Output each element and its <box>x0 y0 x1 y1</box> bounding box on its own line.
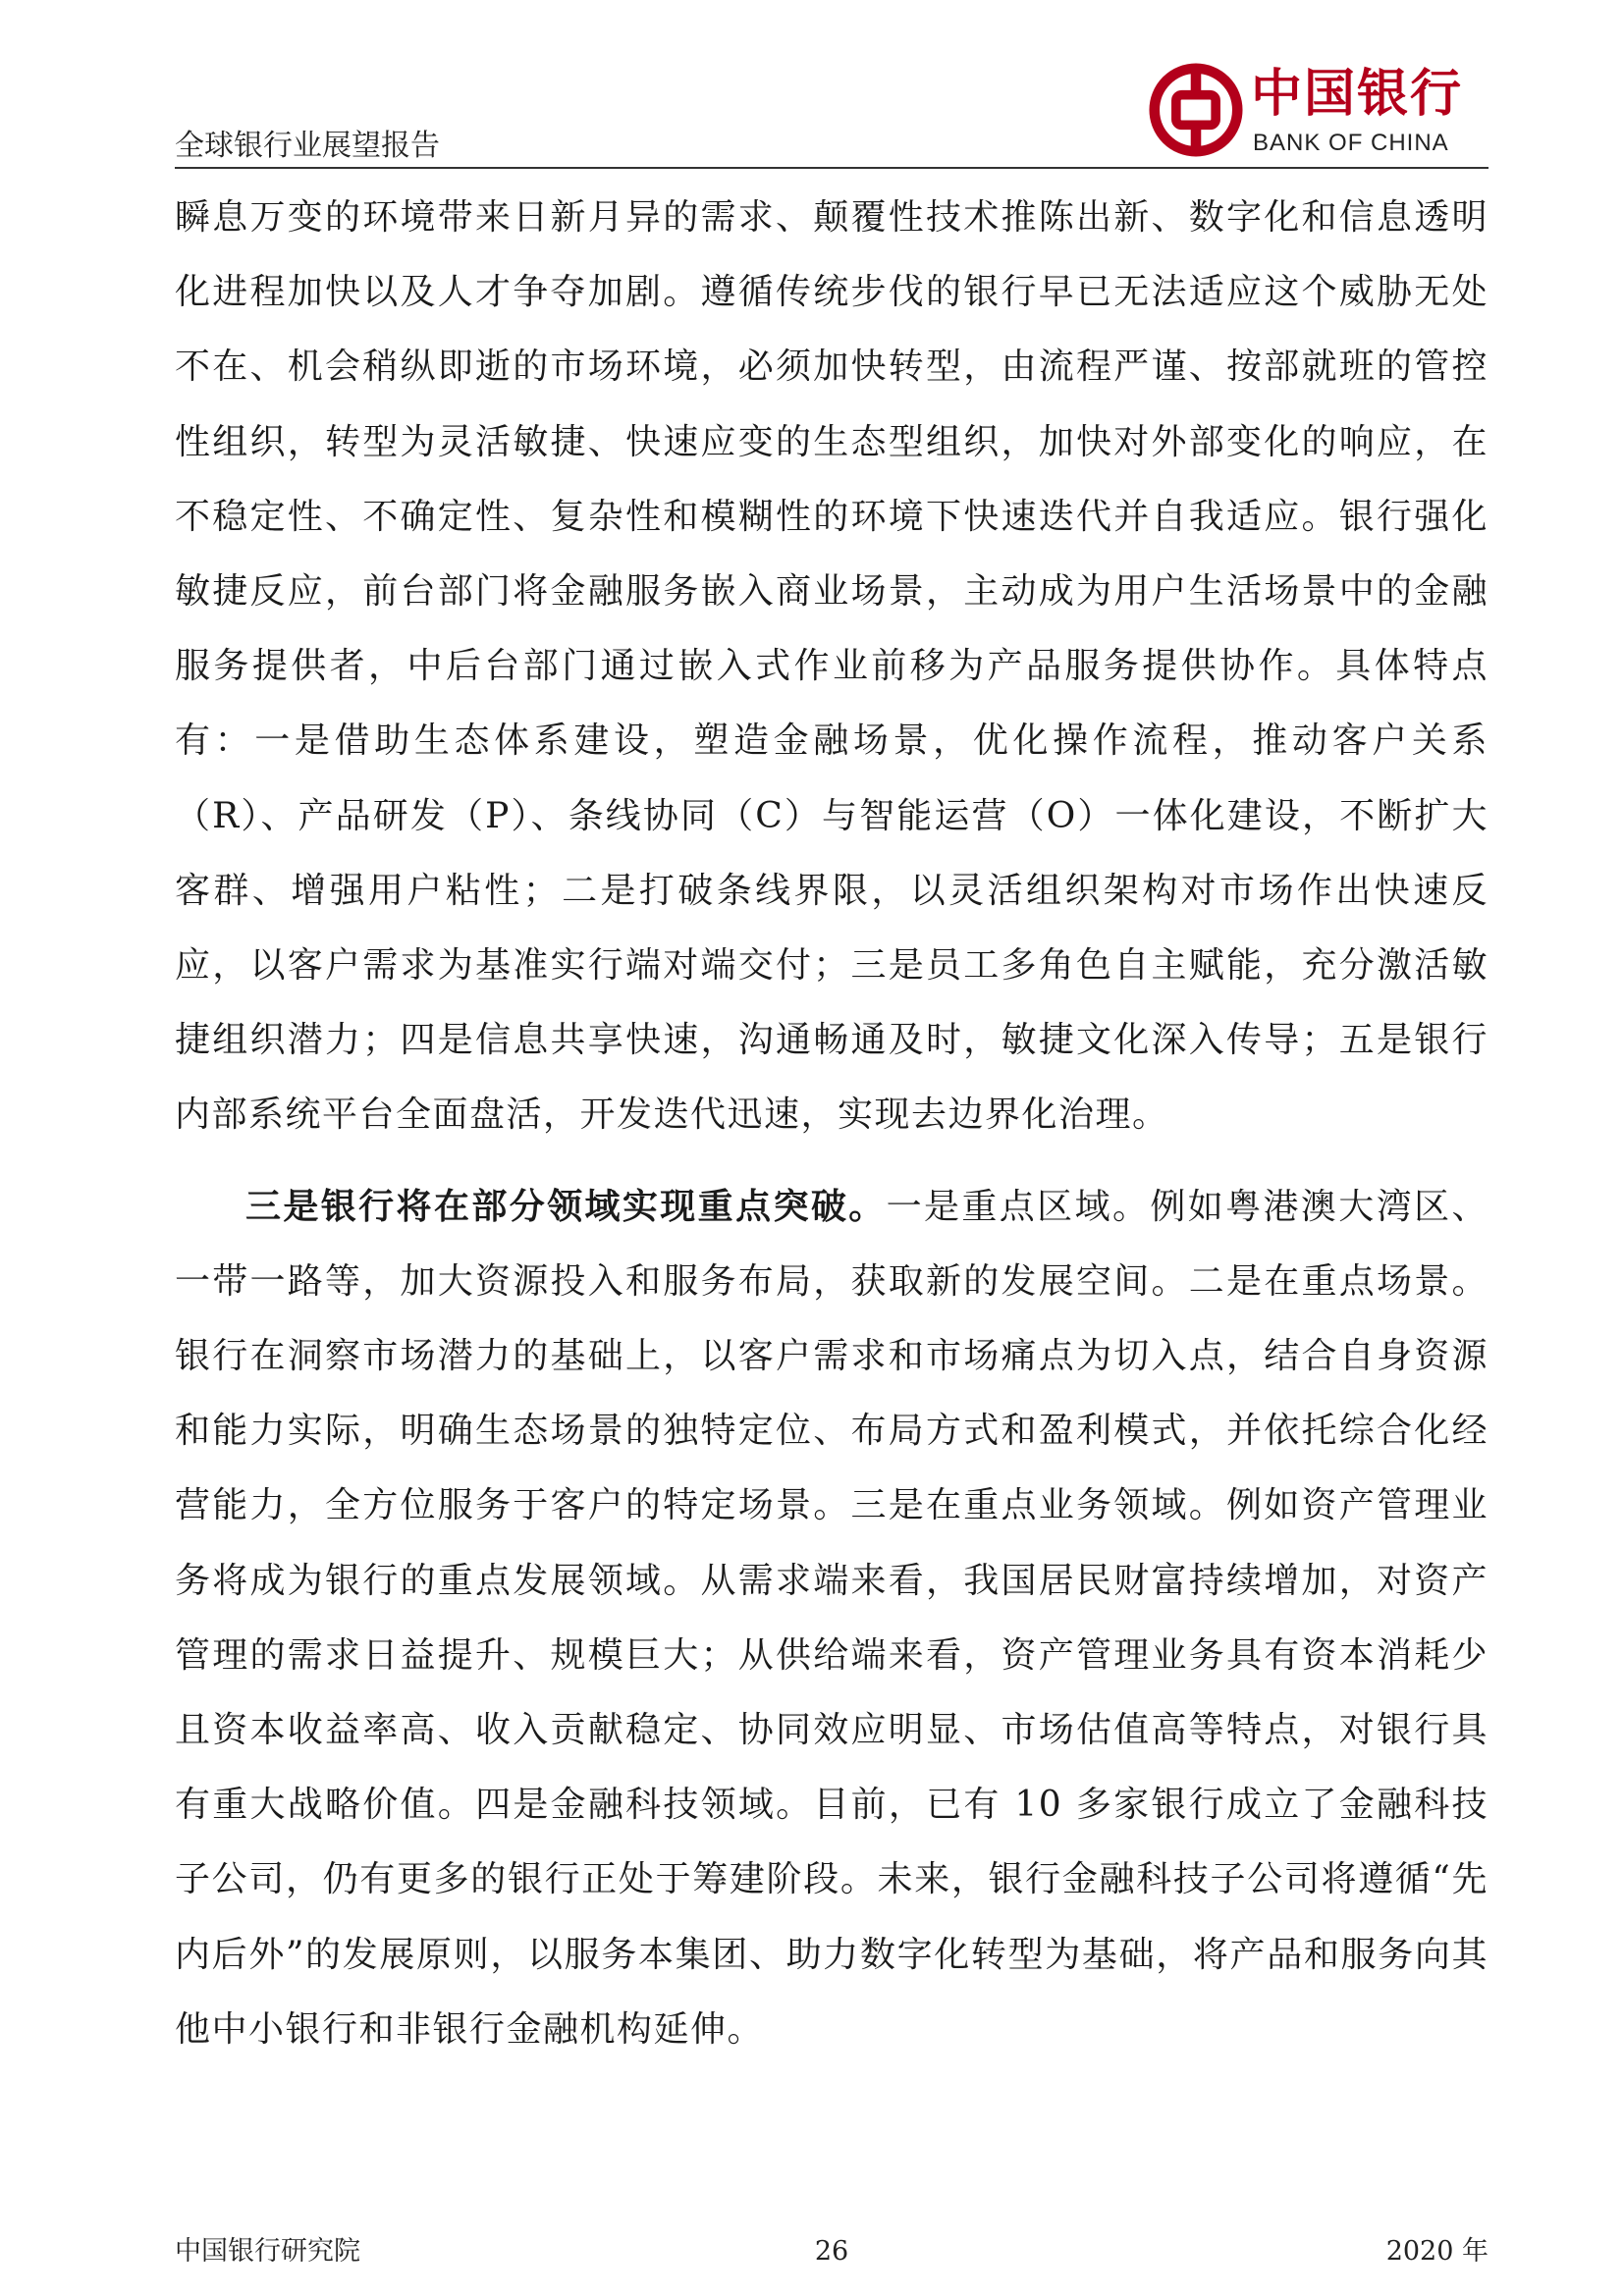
body-paragraph-1: 瞬息万变的环境带来日新月异的需求、颠覆性技术推陈出新、数字化和信息透明化进程加快以及人才争夺加剧。遵循传统步伐的银行早已无法适应这个威胁无处不在、机会稍纵即逝的市场环境，必须加快转型，由流程严谨、按部就班的管控性组织，转型为灵活敏捷、快速应变的生态型组织，加快对外部变化的响应，在不稳定性、不确定性、复杂性和模糊性的环境下快速迭代并自我适应。银行强化敏捷反应，前台部门将金融服务嵌入商业场景，主动成为用户生活场景中的金融服务提供者，中后台部门通过嵌入式作业前移为产品服务提供协作。具体特点有：一是借助生态体系建设，塑造金融场景，优化操作流程，推动客户关系（R）、产品研发（P）、条线协同（C）与智能运营（O）一体化建设，不断扩大客群、增强用户粘性；二是打破条线界限，以灵活组织架构对市场作出快速反应，以客户需求为基准实行端对端交付；三是员工多角色自主赋能，充分激活敏捷组织潜力；四是信息共享快速，沟通畅通及时，敏捷文化深入传导；五是银行内部系统平台全面盘活，开发迭代迅速，实现去边界化治理。 <box>175 197 1489 1136</box>
page-footer <box>175 2236 1489 2271</box>
bank-name-english: BANK OF CHINA <box>1253 130 1449 156</box>
bank-name-chinese: 中国银行 <box>1251 64 1464 124</box>
body-paragraph-2 <box>175 1169 1489 2067</box>
footer-publisher: 中国银行研究院 <box>175 2236 360 2267</box>
header-divider <box>175 167 1489 169</box>
page-body <box>175 181 1489 2067</box>
report-title: 全球银行业展望报告 <box>175 129 440 163</box>
bank-logo <box>1149 59 1489 165</box>
page-number: 26 <box>814 2236 849 2267</box>
footer-year: 2020 年 <box>1385 2236 1489 2267</box>
bank-of-china-logo-icon <box>1149 63 1243 157</box>
paragraph-2-lead: 三是银行将在部分领域实现重点突破。 <box>245 1185 887 1227</box>
paragraph-2-text: 一是重点区域。例如粤港澳大湾区、一带一路等，加大资源投入和服务布局，获取新的发展空间。二是在重点场景。银行在洞察市场潜力的基础上，以客户需求和市场痛点为切入点，结合自身资源和能力实际，明确生态场景的独特定位、布局方式和盈利模式，并依托综合化经营能力，全方位服务于客户的特定场景。三是在重点业务领域。例如资产管理业务将成为银行的重点发展领域。从需求端来看，我国居民财富持续增加，对资产管理的需求日益提升、规模巨大；从供给端来看，资产管理业务具有资本消耗少且资本收益率高、收入贡献稳定、协同效应明显、市场估值高等特点，对银行具有重大战略价值。四是金融科技领域。目前，已有 10 多家银行成立了金融科技子公司，仍有更多的银行正处于筹建阶段。未来，银行金融科技子公司将遵循“先内后外”的发展原则，以服务本集团、助力数字化转型为基础，将产品和服务向其他中小银行和非银行金融机构延伸。 <box>175 1186 1489 2050</box>
page-header <box>175 59 1489 165</box>
